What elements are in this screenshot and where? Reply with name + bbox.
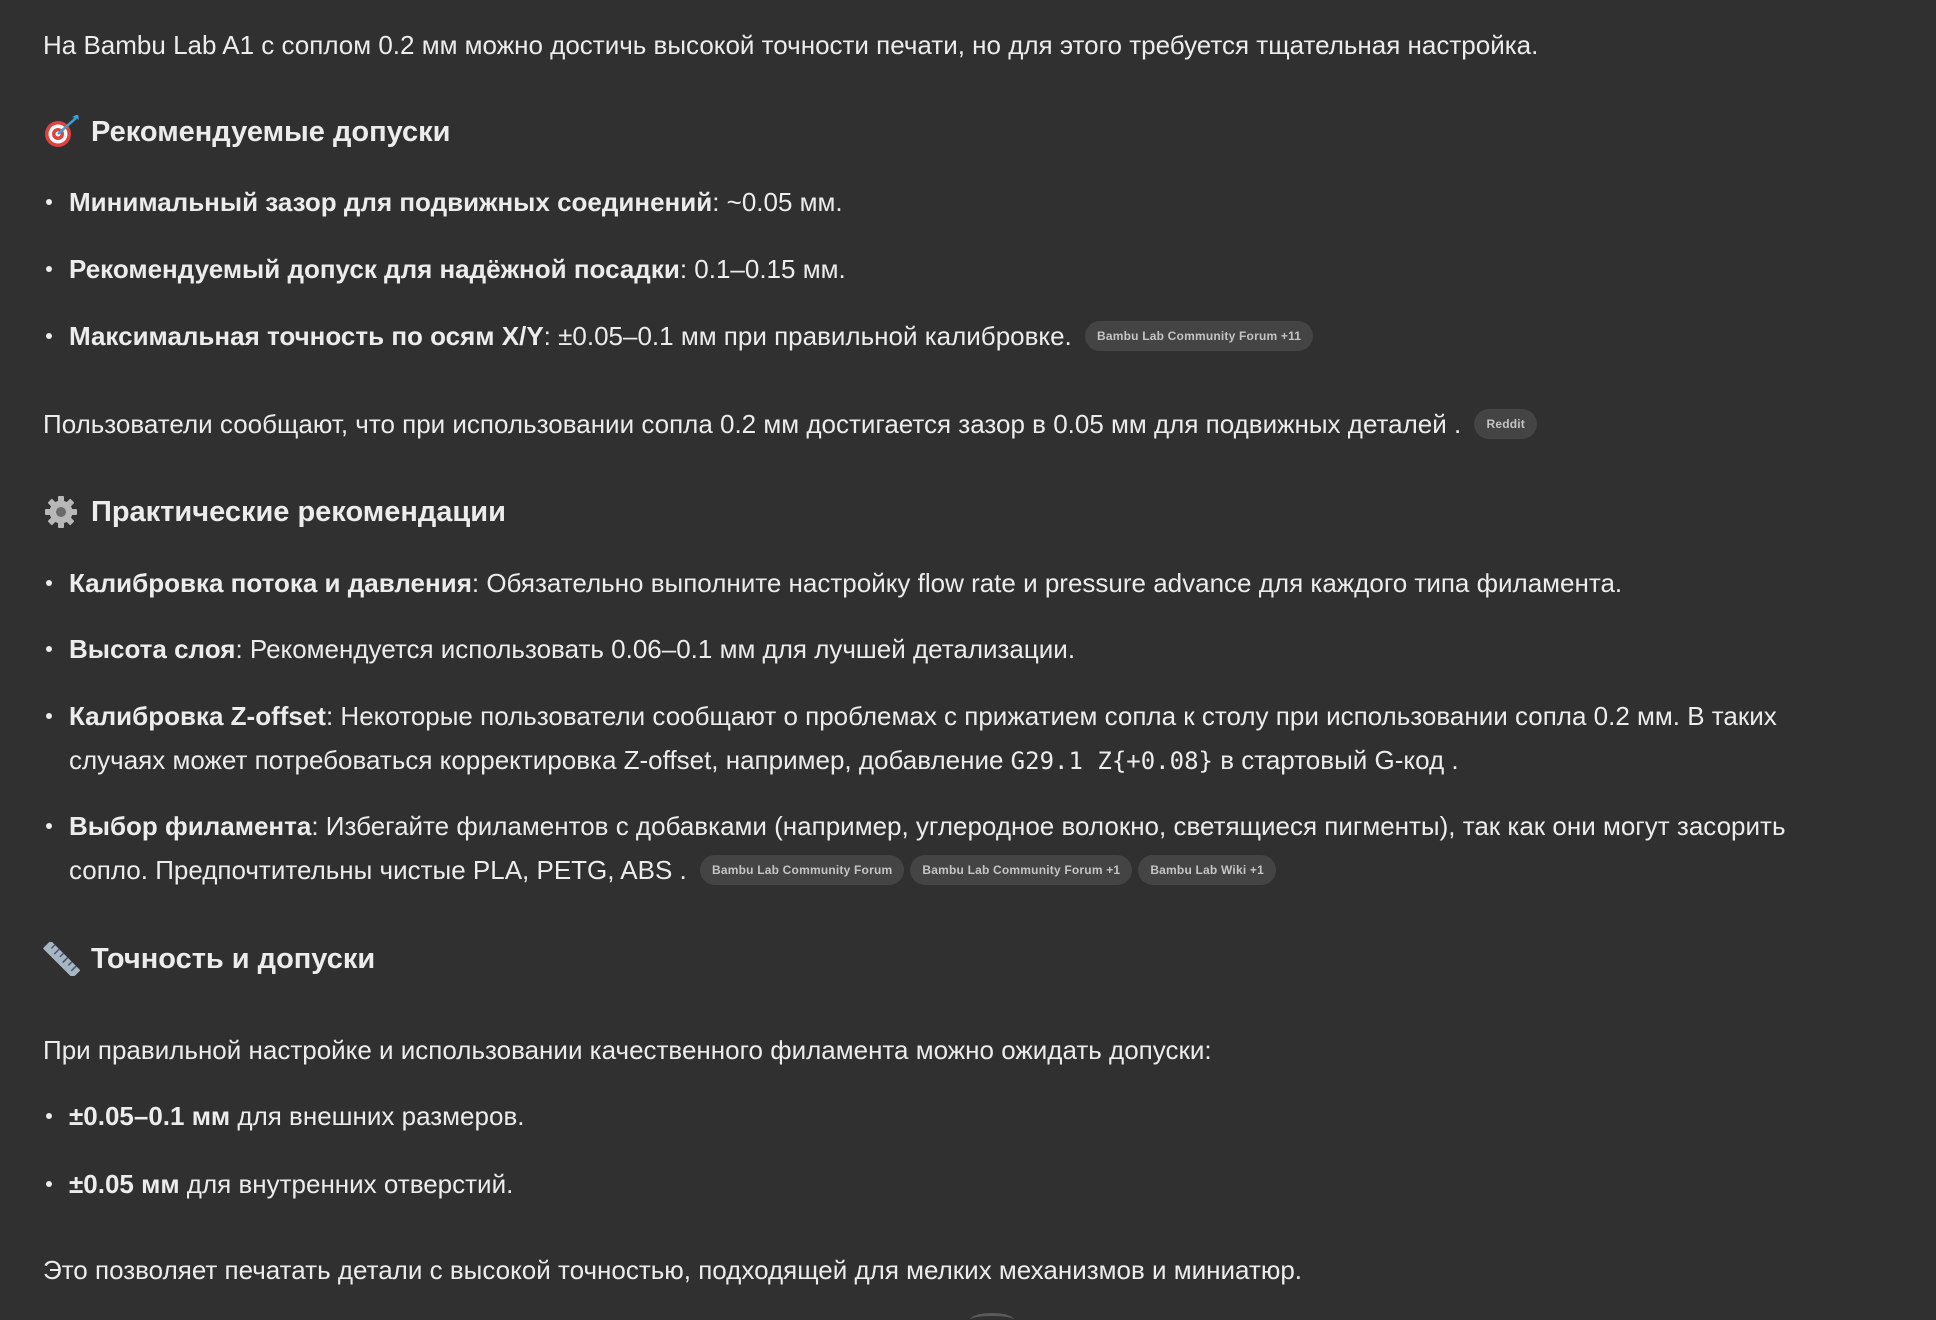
intro-paragraph: На Bambu Lab A1 с соплом 0.2 мм можно достичь высокой точности печати, но для этого требуется тщательная настройка. (43, 30, 1539, 60)
list-item: Высота слоя: Рекомендуется использовать 0.06–0.1 мм для лучшей детализации. (43, 627, 1903, 671)
list-item: Максимальная точность по осям X/Y: ±0.05–0.1 мм при правильной калибровке. Bambu Lab Community Forum +11 (43, 314, 1903, 358)
source-chip[interactable]: Bambu Lab Community Forum +11 (1085, 321, 1313, 351)
source-chip[interactable]: Bambu Lab Community Forum (700, 855, 904, 885)
section-title: Рекомендуемые допуски (91, 116, 451, 148)
target-icon (43, 115, 81, 149)
conclusion-paragraph: Это позволяет печатать детали с высокой точностью, подходящей для мелких механизмов и миниатюр. (43, 1255, 1303, 1285)
gear-icon (43, 495, 81, 529)
source-chip[interactable]: Bambu Lab Wiki +1 (1138, 855, 1276, 885)
section-heading-recommended-tolerances (43, 110, 450, 154)
list-item: Минимальный зазор для подвижных соединений: ~0.05 мм. (43, 180, 1903, 224)
section-heading-accuracy (43, 937, 375, 981)
list-item: Выбор филамента: Избегайте филаментов с добавками (например, углеродное волокно, светящиеся пигменты), так как они могут засорить сопло. Предпочтительны чистые PLA, PETG, ABS . Bambu Lab Community Forum Bambu Lab Community Forum +1 Bambu Lab Wiki +1 (43, 804, 1903, 892)
section-title: Точность и допуски (91, 943, 376, 975)
list-item: Рекомендуемый допуск для надёжной посадки: 0.1–0.15 мм. (43, 247, 1903, 291)
list-item: Калибровка потока и давления: Обязательно выполните настройку flow rate и pressure advance для каждого типа филамента. (43, 561, 1903, 605)
ruler-icon (43, 942, 81, 976)
source-chip[interactable]: Bambu Lab Community Forum +1 (910, 855, 1132, 885)
section-heading-practical-recommendations (43, 490, 506, 534)
section-title: Практические рекомендации (91, 496, 506, 528)
accuracy-lead-paragraph: При правильной настройке и использовании качественного филамента можно ожидать допуски: (43, 1035, 1212, 1065)
source-chip-reddit[interactable]: Reddit (1474, 409, 1537, 439)
list-item: ±0.05–0.1 мм для внешних размеров. (43, 1094, 1903, 1138)
gcode-snippet: G29.1 Z{+0.08} (1010, 747, 1213, 775)
users-paragraph: Пользователи сообщают, что при использовании сопла 0.2 мм достигается зазор в 0.05 мм для подвижных деталей . Reddit (43, 402, 1537, 446)
list-item: ±0.05 мм для внутренних отверстий. (43, 1162, 1903, 1206)
list-item: Калибровка Z-offset: Некоторые пользователи сообщают о проблемах с прижатием сопла к столу при использовании сопла 0.2 мм. В таких случаях может потребоваться корректировка Z-offset, например, добавление G29.1 Z{+0.08} в стартовый G-код . (43, 694, 1903, 783)
scroll-indicator (970, 1313, 1014, 1320)
